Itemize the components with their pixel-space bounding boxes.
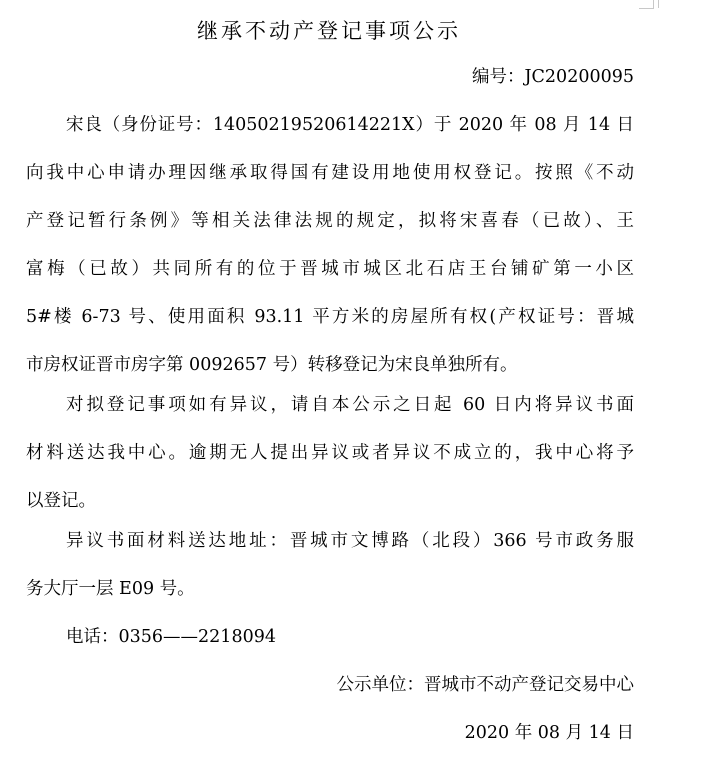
document-title: 继承不动产登记事项公示 xyxy=(197,19,461,43)
paragraph-line: 产登记暂行条例》等相关法律法规的规定，拟将宋喜春（已故）、王 xyxy=(26,211,634,231)
paragraph-line: 市房权证晋市房字第 0092657 号）转移登记为宋良单独所有。 xyxy=(26,355,518,375)
page-corner-mark-edge xyxy=(658,0,660,8)
paragraph-line: 5#楼 6-73 号、使用面积 93.11 平方米的房屋所有权(产权证号：晋城 xyxy=(26,307,634,327)
date-line: 2020 年 08 月 14 日 xyxy=(464,723,634,743)
publisher-line: 公示单位：晋城市不动产登记交易中心 xyxy=(336,675,634,695)
paragraph-line: 宋良（身份证号：14050219520614221X）于 2020 年 08 月 14 日 xyxy=(66,115,634,135)
page-corner-mark xyxy=(639,0,654,9)
paragraph-line: 务大厅一层 E09 号。 xyxy=(26,579,195,599)
paragraph-line: 材料送达我中心。逾期无人提出异议或者异议不成立的，我中心将予 xyxy=(26,443,634,463)
paragraph-line: 以登记。 xyxy=(26,491,96,511)
phone-line: 电话：0356——2218094 xyxy=(66,627,276,647)
paragraph-line: 富梅（已故）共同所有的位于晋城市城区北石店王台铺矿第一小区 xyxy=(26,259,634,279)
paragraph-line: 异议书面材料送达地址：晋城市文博路（北段）366 号市政务服 xyxy=(66,531,634,551)
paragraph-line: 向我中心申请办理因继承取得国有建设用地使用权登记。按照《不动 xyxy=(26,163,634,183)
paragraph-line: 对拟登记事项如有异议，请自本公示之日起 60 日内将异议书面 xyxy=(66,395,634,415)
document-number: 编号：JC20200095 xyxy=(472,67,634,87)
